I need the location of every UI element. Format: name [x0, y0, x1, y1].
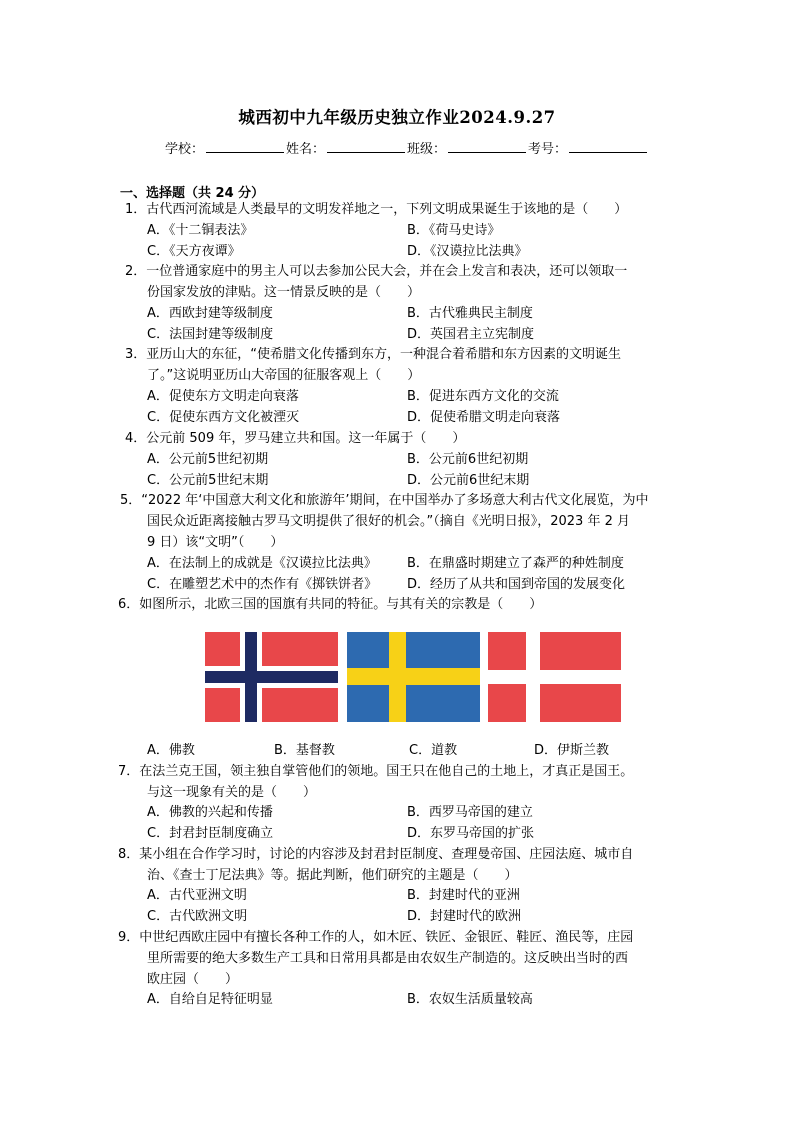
option-d[interactable]: D．英国君主立宪制度 [407, 327, 535, 342]
question-3-options [147, 386, 707, 428]
option-b[interactable]: B．古代雅典民主制度 [407, 306, 533, 321]
question-stem: 2．一位普通家庭中的男主人可以去参加公民大会，并在会上发言和表决，还可以领取一 [125, 264, 628, 279]
option-a[interactable]: A．在法制上的成就是《汉谟拉比法典》 [147, 556, 377, 571]
school-blank[interactable] [206, 140, 284, 153]
option-b[interactable]: B．农奴生活质量较高 [407, 992, 533, 1007]
question-5-options [147, 553, 707, 595]
option-d[interactable]: D．封建时代的欧洲 [407, 909, 522, 924]
question-stem: 4．公元前 509 年，罗马建立共和国。这一年属于（ ） [125, 431, 466, 446]
option-b[interactable]: B．基督教 [274, 743, 335, 758]
question-stem-continued-2: 9 日）该“文明”（ ） [147, 535, 284, 550]
option-c[interactable]: C．法国封建等级制度 [147, 327, 274, 342]
norway-flag [205, 632, 338, 722]
question-5 [120, 490, 680, 553]
option-b[interactable]: B．《荷马史诗》 [407, 223, 501, 238]
question-7-options [147, 802, 707, 844]
option-d[interactable]: D．伊斯兰教 [534, 743, 610, 758]
question-8-options [147, 885, 707, 927]
question-2-options [147, 303, 707, 345]
question-1 [125, 199, 685, 220]
option-a[interactable]: A．自给自足特征明显 [147, 992, 273, 1007]
question-stem-continued: 里所需要的绝大多数生产工具和日常用具都是由农奴生产制造的。这反映出当时的西 [147, 951, 629, 966]
exam-number-label: 考号： [528, 142, 568, 157]
question-2 [125, 261, 685, 303]
option-c[interactable]: C．道教 [409, 743, 458, 758]
option-c[interactable]: C．封君封臣制度确立 [147, 826, 274, 841]
question-4-options [147, 449, 707, 491]
question-stem: 5．“2022 年‘中国意大利文化和旅游年’期间，在中国举办了多场意大利古代文化展览，为中 [120, 493, 649, 508]
question-stem: 3．亚历山大的东征，“使希腊文化传播到东方，一种混合着希腊和东方因素的文明诞生 [125, 347, 622, 362]
page-title: 城西初中九年级历史独立作业2024.9.27 [238, 108, 556, 127]
question-stem-continued-2: 欧庄园（ ） [147, 972, 239, 987]
question-stem-continued: 了。”这说明亚历山大帝国的征服客观上（ ） [147, 368, 421, 383]
option-c[interactable]: C．在雕塑艺术中的杰作有《掷铁饼者》 [147, 577, 378, 592]
option-a[interactable]: A．佛教的兴起和传播 [147, 805, 273, 820]
option-a[interactable]: A．公元前5世纪初期 [147, 452, 269, 467]
class-blank[interactable] [448, 140, 526, 153]
option-d[interactable]: D．促使希腊文明走向衰落 [407, 410, 561, 425]
denmark-flag [488, 632, 621, 722]
student-info-line [165, 138, 649, 157]
option-d[interactable]: D．东罗马帝国的扩张 [407, 826, 535, 841]
exam-number-blank[interactable] [569, 140, 647, 153]
question-6 [118, 594, 678, 615]
question-stem-continued: 国民众近距离接触古罗马文明提供了很好的机会。”（摘自《光明日报》，2023 年 2 月 [147, 514, 630, 529]
question-stem: 1．古代西河流域是人类最早的文明发祥地之一，下列文明成果诞生于该地的是（ ） [125, 202, 628, 217]
nordic-flags-figure [205, 632, 621, 722]
sweden-flag [347, 632, 480, 722]
question-stem-continued: 与这一现象有关的是（ ） [147, 785, 317, 800]
question-8 [118, 844, 678, 886]
question-stem-continued: 治、《查士丁尼法典》等。据此判断，他们研究的主题是（ ） [147, 868, 518, 883]
option-b[interactable]: B．公元前6世纪初期 [407, 452, 529, 467]
section-heading: 一、选择题（共 24 分） [120, 186, 265, 201]
school-label: 学校： [165, 142, 205, 157]
option-c[interactable]: C．古代欧洲文明 [147, 909, 248, 924]
question-stem: 7．在法兰克王国，领主独自掌管他们的领地。国王只在他自己的土地上，才真正是国王。 [118, 764, 634, 779]
question-stem: 9．中世纪西欧庄园中有擅长各种工作的人，如木匠、铁匠、金银匠、鞋匠、渔民等，庄园 [118, 930, 634, 945]
option-a[interactable]: A．促使东方文明走向衰落 [147, 389, 299, 404]
option-c[interactable]: C．公元前5世纪末期 [147, 473, 269, 488]
option-d[interactable]: D．《汉谟拉比法典》 [407, 244, 528, 259]
question-4 [125, 428, 685, 449]
option-a[interactable]: A．《十二铜表法》 [147, 223, 254, 238]
option-a[interactable]: A．西欧封建等级制度 [147, 306, 273, 321]
class-label: 班级： [407, 142, 447, 157]
name-label: 姓名： [286, 142, 326, 157]
option-b[interactable]: B．封建时代的亚洲 [407, 888, 520, 903]
question-9-options [147, 989, 707, 1010]
option-a[interactable]: A．古代亚洲文明 [147, 888, 247, 903]
question-3 [125, 344, 685, 386]
name-blank[interactable] [327, 140, 405, 153]
question-stem-continued: 份国家发放的津贴。这一情景反映的是（ ） [147, 285, 421, 300]
option-b[interactable]: B．在鼎盛时期建立了森严的种姓制度 [407, 556, 624, 571]
option-b[interactable]: B．西罗马帝国的建立 [407, 805, 533, 820]
question-7 [118, 761, 678, 803]
option-c[interactable]: C．促使东西方文化被湮灭 [147, 410, 300, 425]
question-6-options [147, 740, 707, 761]
question-stem: 6．如图所示，北欧三国的国旗有共同的特征。与其有关的宗教是（ ） [118, 597, 543, 612]
question-1-options [147, 220, 707, 262]
question-stem: 8．某小组在合作学习时，讨论的内容涉及封君封臣制度、查理曼帝国、庄园法庭、城市自 [118, 847, 634, 862]
question-9 [118, 927, 678, 990]
option-a[interactable]: A．佛教 [147, 743, 195, 758]
option-d[interactable]: D．公元前6世纪末期 [407, 473, 530, 488]
option-d[interactable]: D．经历了从共和国到帝国的发展变化 [407, 577, 626, 592]
option-c[interactable]: C．《天方夜谭》 [147, 244, 241, 259]
option-b[interactable]: B．促进东西方文化的交流 [407, 389, 559, 404]
